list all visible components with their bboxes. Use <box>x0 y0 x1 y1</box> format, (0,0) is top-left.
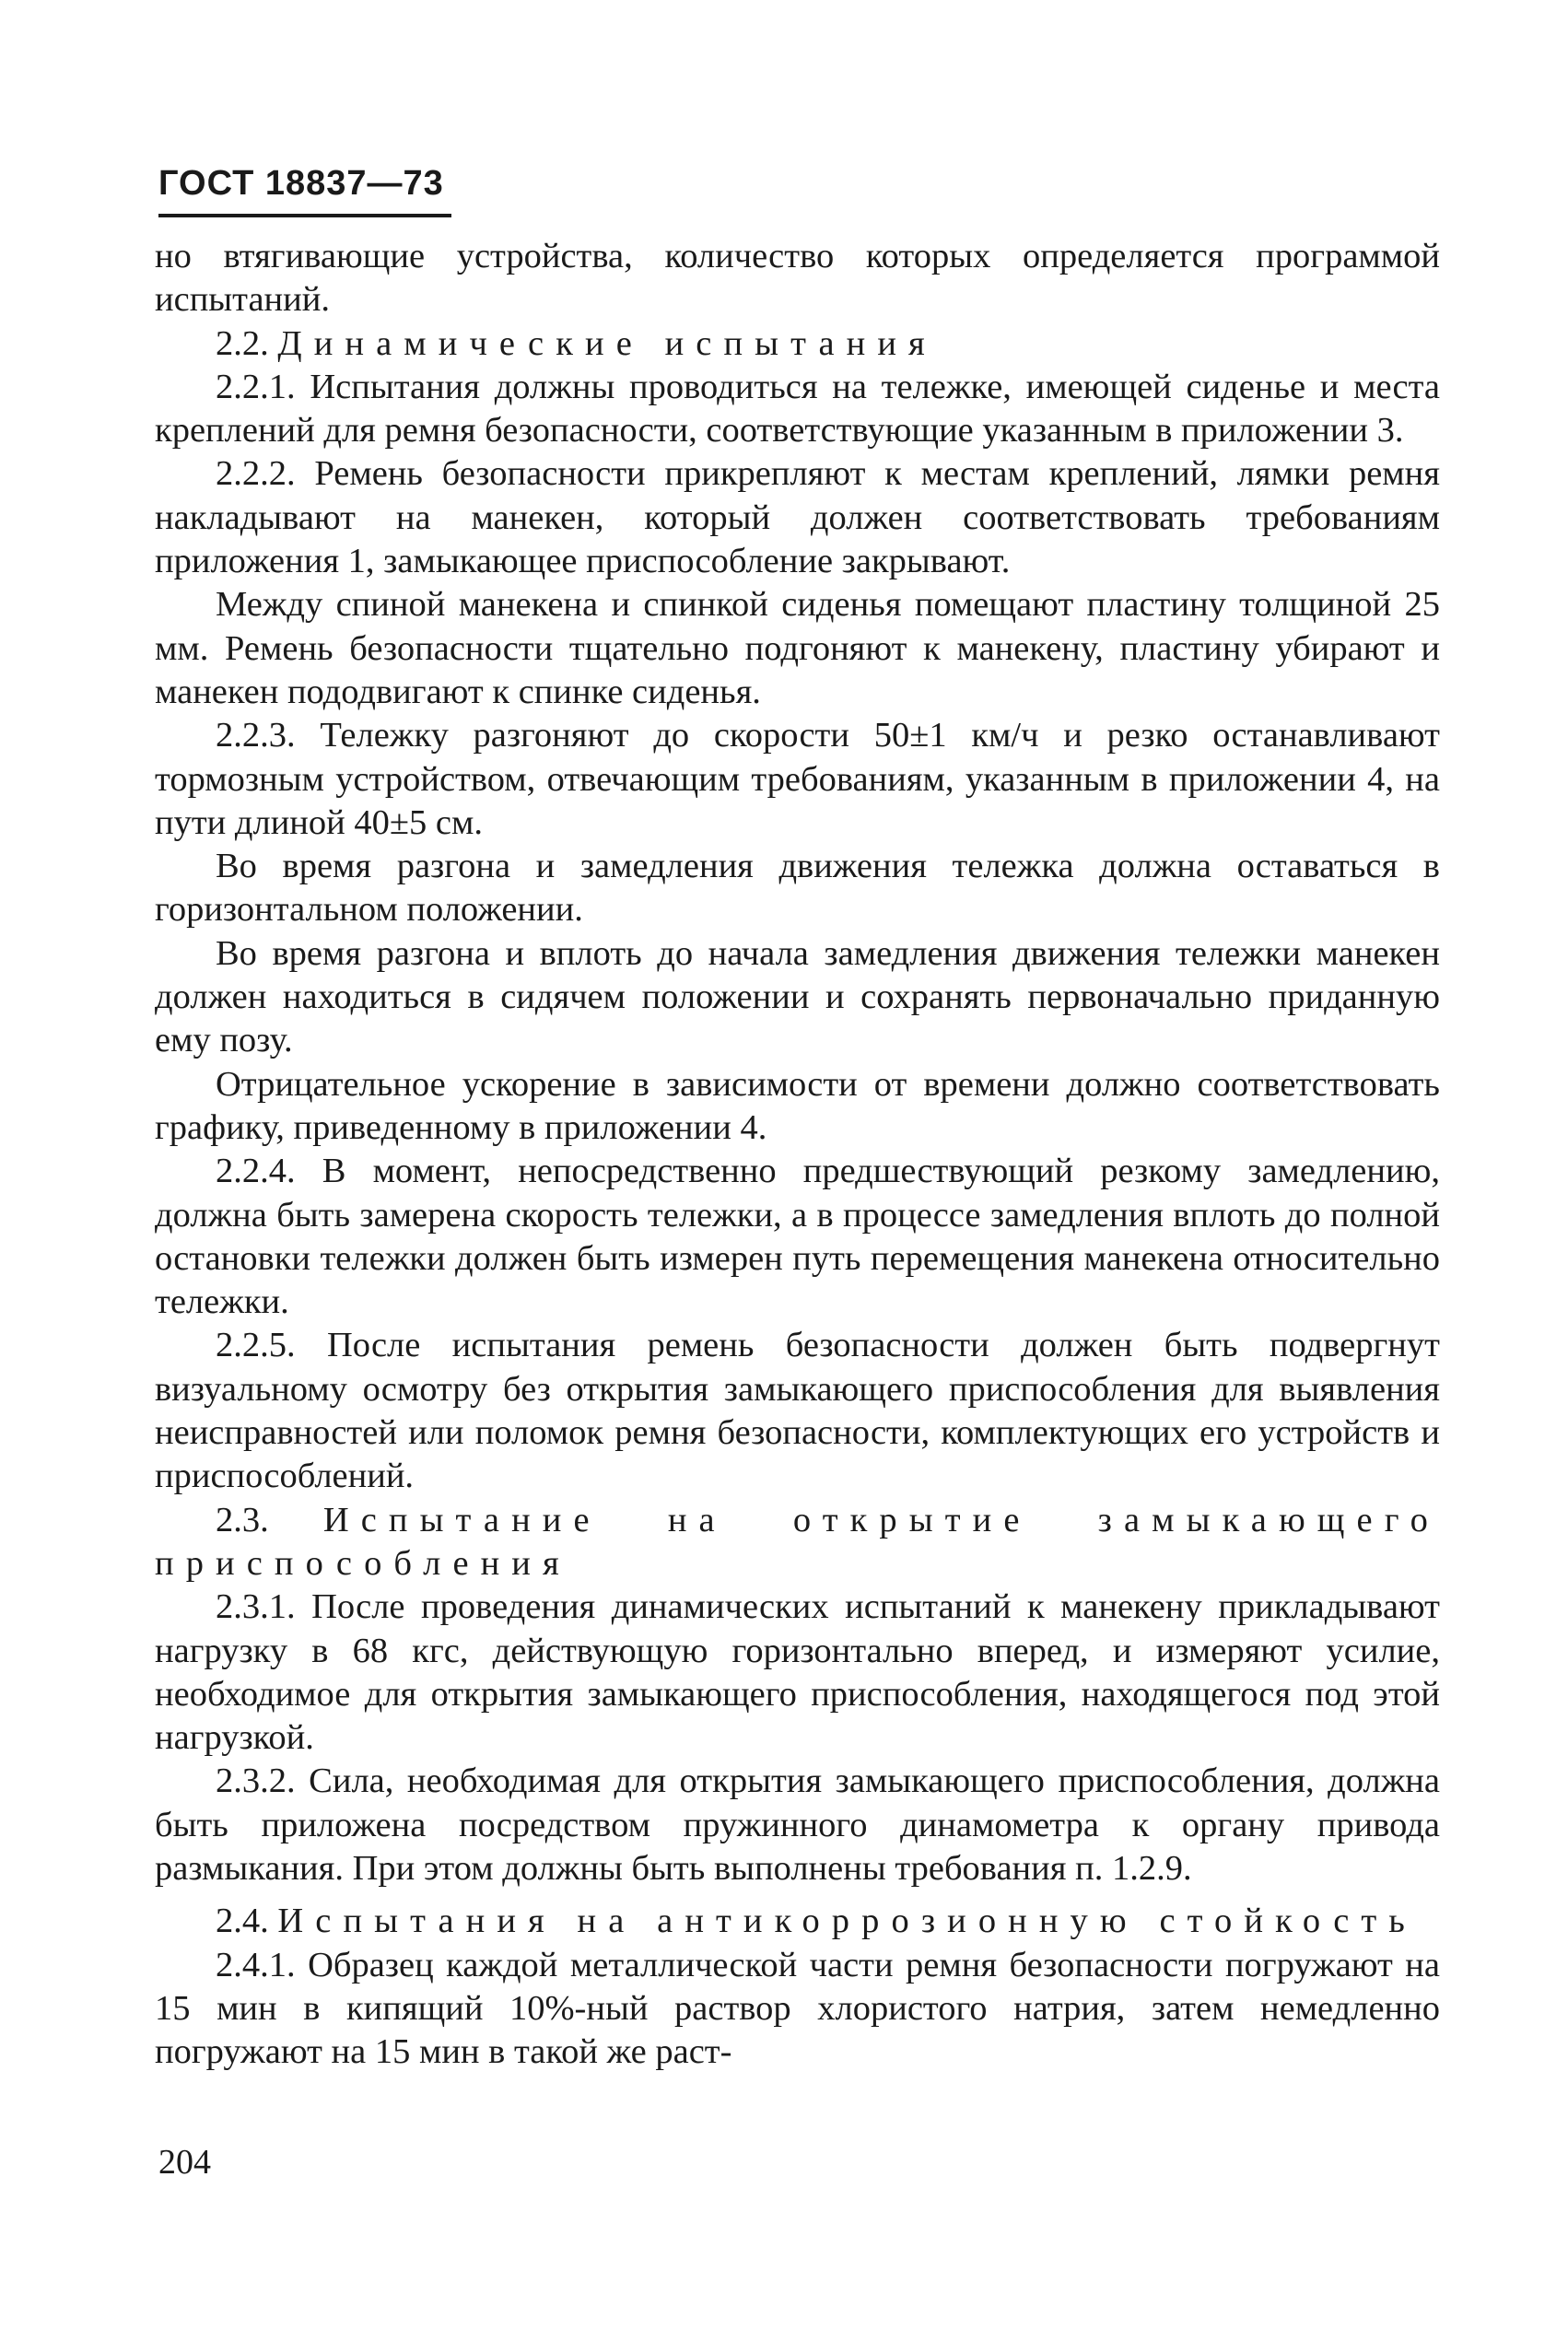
paragraph-2-2-5: 2.2.5. После испытания ремень безопасности должен быть подвергнут визуальному осмотру без открытия замыкающего приспособления для выявления неисправностей или поломок ремня безопасности, комплектующих его устройств и приспособлений. <box>155 1326 1440 1496</box>
section-number: 2.2. <box>216 323 269 363</box>
section-title: Испытания на антикоррозионную стойкость <box>277 1902 1417 1941</box>
header-rule <box>158 214 451 217</box>
section-heading-2-3 <box>155 1499 1440 1586</box>
section-title: Динамические испытания <box>277 323 937 363</box>
section-title: Испытание на открытие замыкающего приспособления <box>155 1500 1440 1583</box>
paragraph-2-2-2-cont: Между спиной манекена и спинкой сиденья помещают пластину толщиной 25 мм. Ремень безопасности тщательно подгоняют к манекену, пластину убирают и манекен пододвигают к спинке сиденья. <box>155 585 1440 711</box>
page-number: 204 <box>158 2143 211 2182</box>
document-header: ГОСТ 18837—73 <box>158 164 444 203</box>
section-number: 2.3. <box>216 1500 269 1539</box>
paragraph-2-2-2: 2.2.2. Ремень безопасности прикрепляют к местам креплений, лямки ремня накладывают на манекен, который должен соответствовать требованиям приложения 1, замыкающее приспособление закрывают. <box>155 454 1440 581</box>
section-number: 2.4. <box>216 1902 269 1941</box>
paragraph-2-2-4: 2.2.4. В момент, непосредственно предшествующий резкому замедлению, должна быть замерена скорость тележки, а в процессе замедления вплоть до полной остановки тележки должен быть измерен путь перемещения манекена относительно тележки. <box>155 1152 1440 1322</box>
paragraph-2-3-2: 2.3.2. Сила, необходимая для открытия замыкающего приспособления, должна быть приложена посредством пружинного динамометра к органу привода размыкания. При этом должны быть выполнены требования п. 1.2.9. <box>155 1761 1440 1888</box>
paragraph-2-2-3: 2.2.3. Тележку разгоняют до скорости 50±1 км/ч и резко останавливают тормозным устройством, отвечающим требованиям, указанным в приложении 4, на пути длиной 40±5 см. <box>155 716 1440 842</box>
section-heading-2-4 <box>155 1900 1440 1943</box>
paragraph-2-2-3-cont-a: Во время разгона и замедления движения тележка должна оставаться в горизонтальном положении. <box>155 847 1440 930</box>
paragraph-2-2-3-cont-c: Отрицательное ускорение в зависимости от времени должно соответствовать графику, приведенному в приложении 4. <box>155 1064 1440 1147</box>
paragraph-2-4-1: 2.4.1. Образец каждой металлической части ремня безопасности погружают на 15 мин в кипящий 10%-ный раствор хлористого натрия, затем немедленно погружают на 15 мин в такой же раст- <box>155 1945 1440 2072</box>
section-heading-2-2 <box>155 322 1440 366</box>
paragraph-continuation: но втягивающие устройства, количество которых определяется программой испытаний. <box>155 237 1440 320</box>
paragraph-2-2-3-cont-b: Во время разгона и вплоть до начала замедления движения тележки манекен должен находиться в сидячем положении и сохранять первоначально приданную ему позу. <box>155 933 1440 1060</box>
paragraph-2-2-1: 2.2.1. Испытания должны проводиться на тележке, имеющей сиденье и места креплений для ремня безопасности, соответствующие указанным в приложении 3. <box>155 367 1440 451</box>
paragraph-2-3-1: 2.3.1. После проведения динамических испытаний к манекену прикладывают нагрузку в 68 кгс, действующую горизонтально вперед, и измеряют усилие, необходимое для открытия замыкающего приспособления, находящегося под этой нагрузкой. <box>155 1587 1440 1758</box>
document-body <box>155 235 1440 2074</box>
